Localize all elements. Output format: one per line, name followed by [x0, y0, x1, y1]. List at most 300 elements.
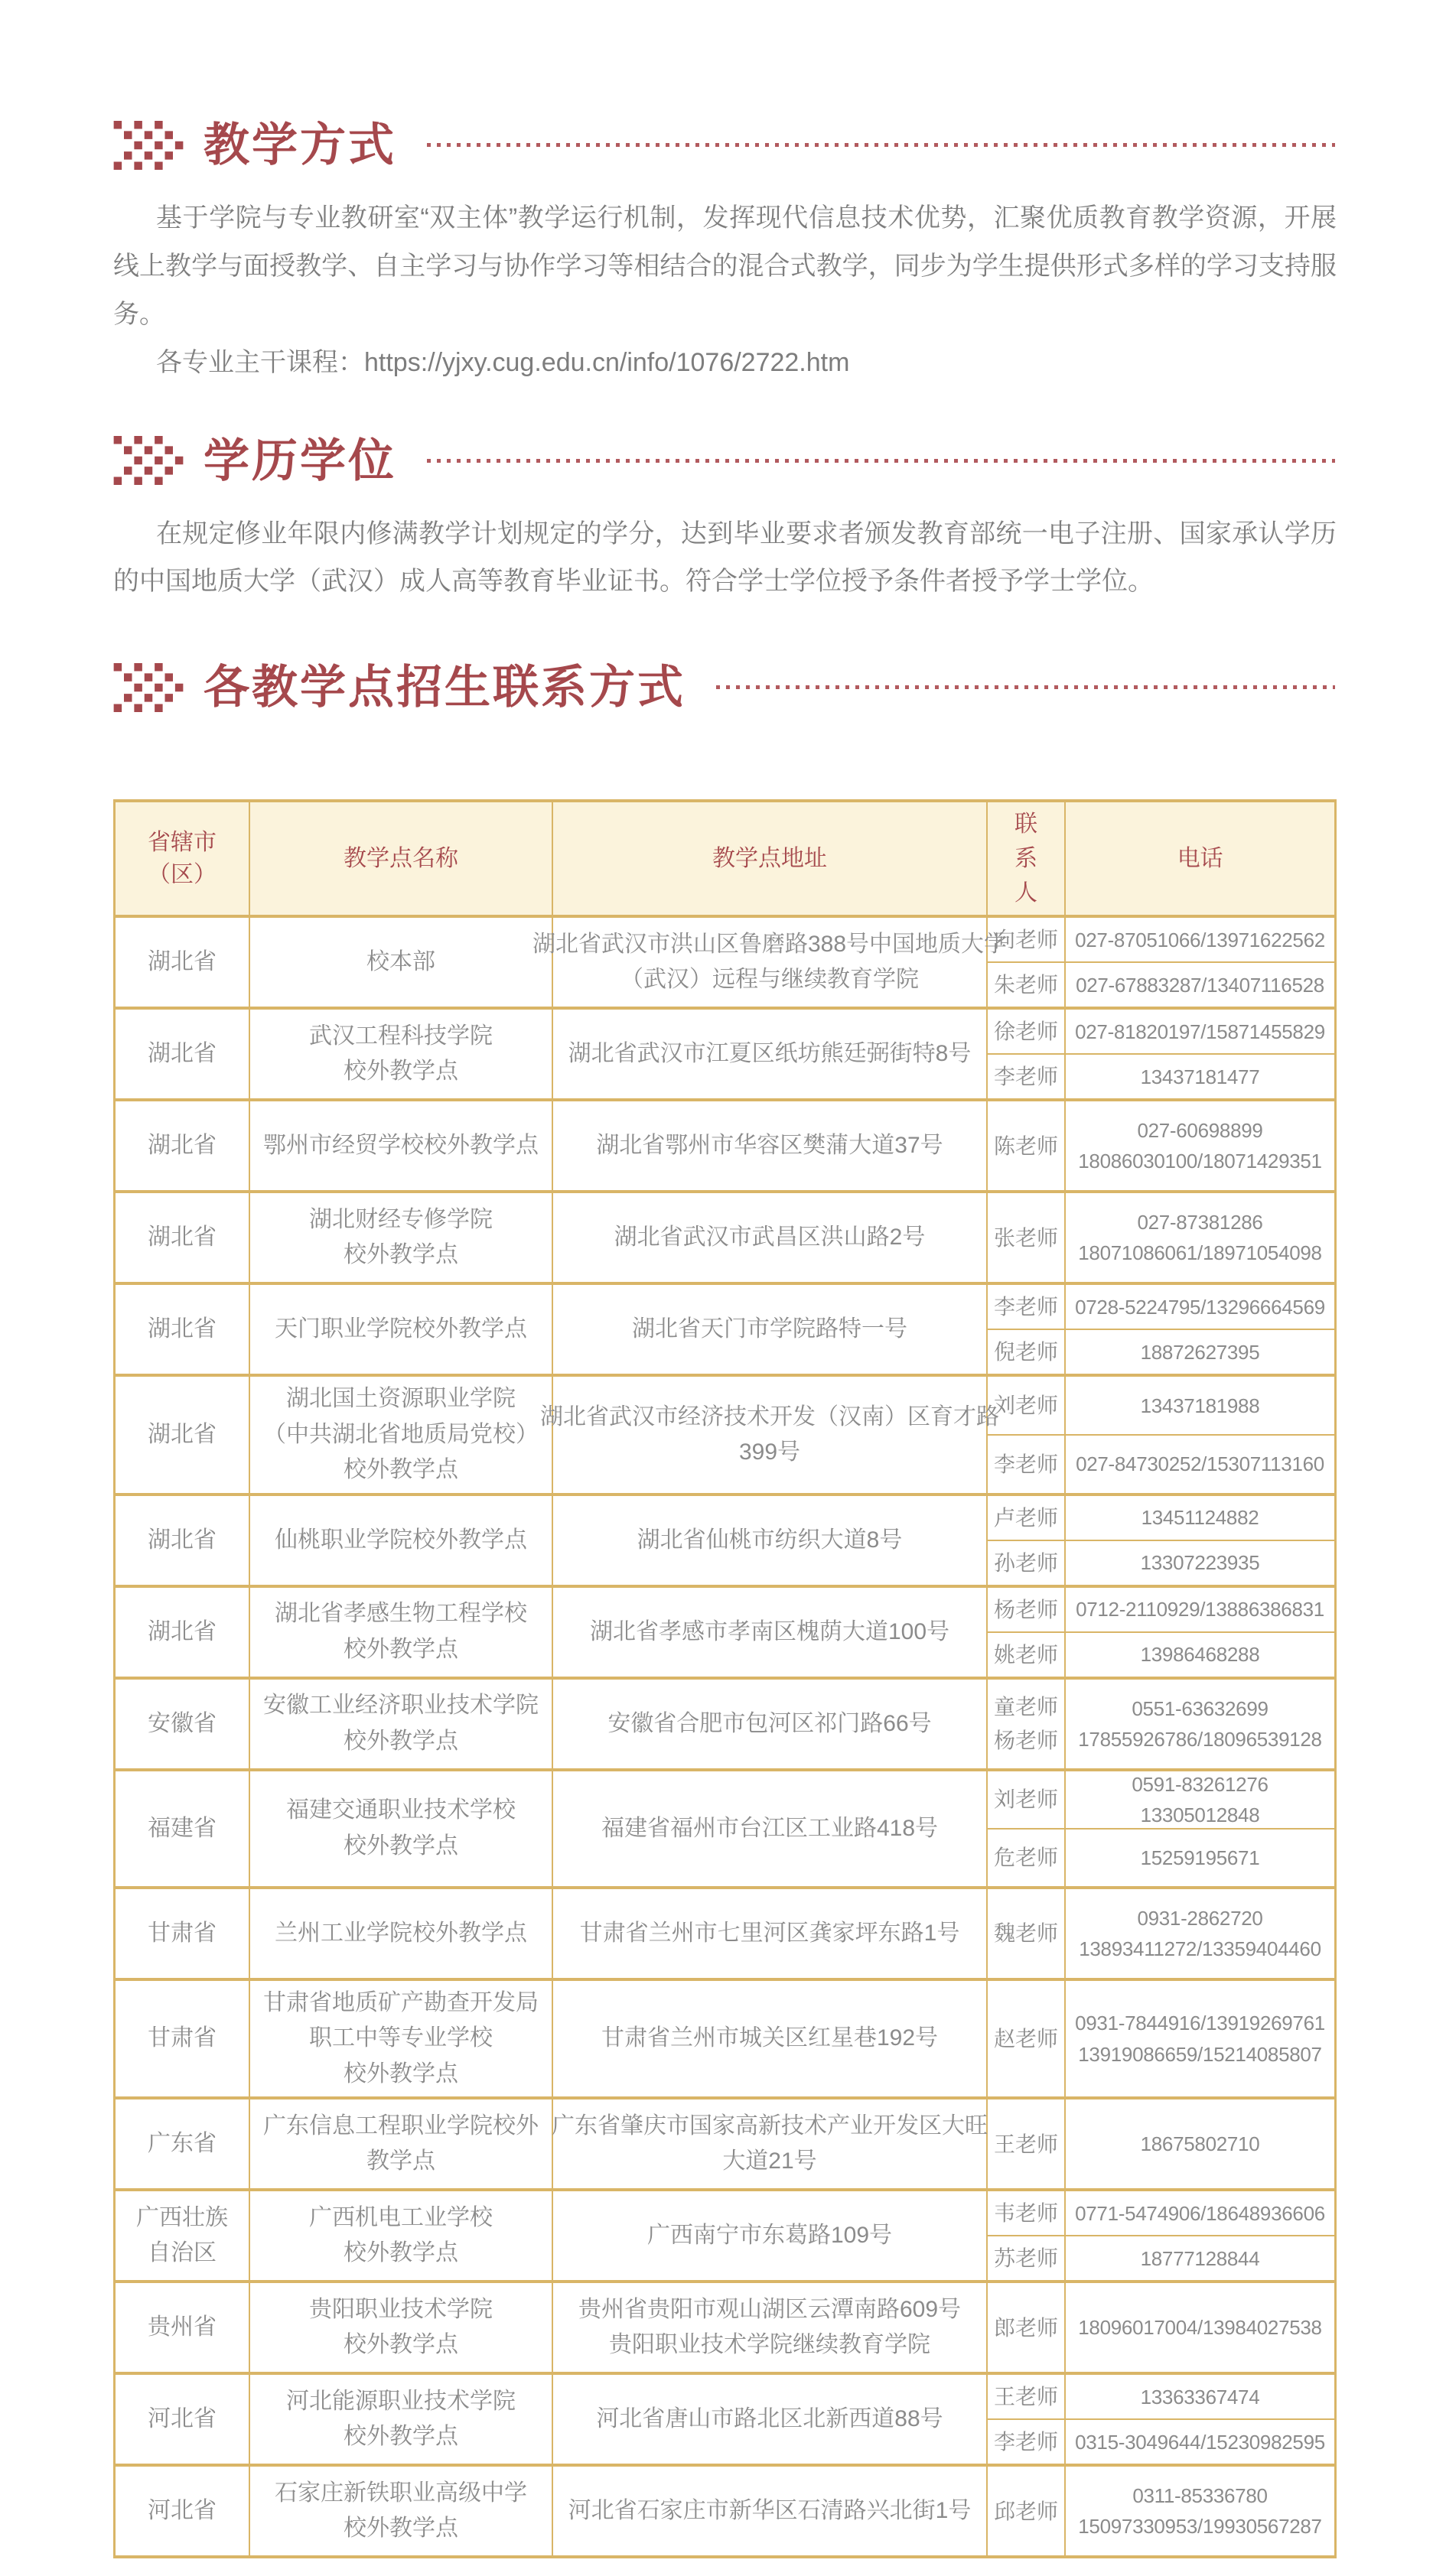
- name-line: 贵阳职业技术学院: [309, 2296, 493, 2322]
- teaching-point-name-cell: [250, 1193, 553, 1282]
- contact-col: [988, 2283, 1334, 2372]
- phone-cell: [1066, 2236, 1334, 2280]
- table-row: [116, 1493, 1334, 1585]
- section-title: 教学方式: [204, 119, 396, 171]
- contact-person: 童老师: [993, 1695, 1058, 1719]
- courses-label: 各专业主干课程：: [156, 347, 364, 377]
- province-cell: [116, 1889, 250, 1978]
- contact-block: [988, 1434, 1334, 1493]
- contact-person: 倪老师: [993, 1340, 1058, 1364]
- teaching-point-name-cell: [250, 2283, 553, 2372]
- phone-line: 027-67883287/13407116528: [1076, 973, 1324, 997]
- phone-line: 13451124882: [1141, 1506, 1259, 1530]
- contact-person-cell: [988, 1541, 1066, 1585]
- teaching-point-name-cell: [250, 918, 553, 1007]
- contact-person: 李老师: [993, 1452, 1058, 1476]
- province-cell: [116, 1771, 250, 1886]
- table-row: [116, 2280, 1334, 2372]
- contact-person: 苏老师: [993, 2246, 1058, 2271]
- phone-line: 0712-2110929/13886386831: [1076, 1598, 1324, 1621]
- phone-cell: [1066, 1436, 1334, 1493]
- province-cell: [116, 1496, 250, 1585]
- contact-block: [988, 1329, 1334, 1374]
- phone-line: 13986468288: [1140, 1643, 1260, 1667]
- table-header-row: [116, 802, 1334, 915]
- address-cell: [553, 2191, 988, 2280]
- table-row: [116, 1374, 1334, 1493]
- contact-person: 赵老师: [993, 2026, 1058, 2051]
- province-line: 甘肃省: [148, 2025, 217, 2051]
- phone-line: 0311-85336780: [1132, 2484, 1268, 2508]
- contact-person: 刘老师: [993, 1787, 1058, 1812]
- teaching-point-name-cell: [250, 1889, 553, 1978]
- contact-col: [988, 1981, 1334, 2097]
- province-line: 贵州省: [148, 2314, 217, 2340]
- phone-cell: [1066, 1541, 1334, 1585]
- table-row: [116, 1677, 1334, 1768]
- contact-block: [988, 1828, 1334, 1886]
- phone-line: 0931-2862720: [1137, 1906, 1263, 1930]
- table-row: [116, 2096, 1334, 2188]
- contact-col: [988, 1680, 1334, 1768]
- contact-col: [988, 1588, 1334, 1677]
- contact-block: [988, 1285, 1334, 1329]
- teaching-point-name-cell: [250, 2191, 553, 2280]
- contact-block: [988, 1496, 1334, 1540]
- province-line: 甘肃省: [148, 1920, 217, 1946]
- name-line: 校外教学点: [344, 1059, 458, 1085]
- province-cell: [116, 1680, 250, 1768]
- province-cell: [116, 1981, 250, 2097]
- header-line: 电话: [1177, 845, 1223, 871]
- contact-person: 邱老师: [993, 2499, 1058, 2523]
- contact-block: [988, 2283, 1334, 2372]
- address-line: 广西南宁市东葛路109号: [646, 2223, 893, 2249]
- header-line: （区）: [148, 861, 217, 887]
- province-line: 湖北省: [148, 1316, 217, 1342]
- contact-block: [988, 961, 1334, 1007]
- name-line: 校外教学点: [344, 2060, 458, 2086]
- table-row: [116, 2188, 1334, 2280]
- phone-cell: [1066, 1588, 1334, 1631]
- phone-line: 17855926786/18096539128: [1078, 1727, 1322, 1751]
- phone-line: 13305012848: [1140, 1803, 1260, 1826]
- triple-chevron-icon: [113, 663, 184, 712]
- contact-col: [988, 1101, 1334, 1190]
- section-title: 学历学位: [204, 434, 396, 486]
- phone-line: 18096017004/13984027538: [1078, 2316, 1322, 2340]
- phone-line: 18071086061/18971054098: [1078, 1241, 1322, 1265]
- phone-cell: [1066, 1680, 1334, 1768]
- phone-line: 13893411272/13359404460: [1079, 1937, 1321, 1960]
- name-line: 天门职业学院校外教学点: [275, 1316, 527, 1342]
- address-line: 湖北省武汉市武昌区洪山路2号: [614, 1225, 926, 1251]
- province-line: 湖北省: [148, 1225, 217, 1251]
- phone-line: 18675802710: [1140, 2132, 1260, 2156]
- teaching-point-name-cell: [250, 1496, 553, 1585]
- contact-person: 郎老师: [993, 2315, 1058, 2340]
- phone-cell: [1066, 1055, 1334, 1098]
- name-line: 兰州工业学院校外教学点: [275, 1920, 527, 1946]
- address-line: 广东省肇庆市国家高新技术产业开发区大旺: [552, 2113, 988, 2139]
- phone-cell: [1066, 1285, 1334, 1329]
- contact-person-cell: [988, 2191, 1066, 2235]
- phone-cell: [1066, 1771, 1334, 1828]
- contact-person: 陈老师: [993, 1134, 1058, 1158]
- contact-person-cell: [988, 2420, 1066, 2464]
- contact-person: 杨老师: [993, 1597, 1058, 1621]
- section-contacts: [113, 661, 1337, 2558]
- dotted-divider: [716, 685, 1335, 689]
- contact-person-cell: [988, 2467, 1066, 2555]
- contact-col: [988, 2100, 1334, 2188]
- phone-line: 13363367474: [1140, 2385, 1260, 2408]
- phone-cell: [1066, 2283, 1334, 2372]
- header-name-cell: [250, 802, 553, 915]
- contact-person: 张老师: [993, 1225, 1058, 1250]
- section-body: 在规定修业年限内修满教学计划规定的学分，达到毕业要求者颁发教育部统一电子注册、国家承认学历的中国地质大学（武汉）成人高等教育毕业证书。符合学士学位授予条件者授予学士学位。: [113, 519, 1337, 597]
- contact-col: [988, 1496, 1334, 1585]
- address-cell: [553, 1010, 988, 1098]
- header-province-cell: [116, 802, 250, 915]
- contact-person: 徐老师: [993, 1020, 1058, 1044]
- province-line: 广西壮族: [136, 2204, 228, 2230]
- contact-block: [988, 1889, 1334, 1978]
- contact-person: 孙老师: [993, 1550, 1058, 1575]
- phone-cell: [1066, 1496, 1334, 1540]
- name-line: 鄂州市经贸学校校外教学点: [263, 1133, 539, 1159]
- address-line: 甘肃省兰州市七里河区龚家坪东路1号: [579, 1920, 960, 1946]
- teaching-point-name-cell: [250, 1771, 553, 1886]
- contact-col: [988, 1889, 1334, 1978]
- phone-line: 0591-83261276: [1132, 1772, 1269, 1796]
- province-line: 福建省: [148, 1815, 217, 1841]
- phone-cell: [1066, 963, 1334, 1007]
- contact-col: [988, 2375, 1334, 2464]
- phone-cell: [1066, 1889, 1334, 1978]
- contact-person: 韦老师: [993, 2201, 1058, 2226]
- address-cell: [553, 1771, 988, 1886]
- address-line: 安徽省合肥市包河区祁门路66号: [607, 1710, 932, 1736]
- contact-person-cell: [988, 1981, 1066, 2097]
- table-row: [116, 1190, 1334, 1282]
- phone-line: 027-87051066/13971622562: [1075, 928, 1325, 951]
- name-line: 校外教学点: [344, 1728, 458, 1754]
- contact-person-cell: [988, 963, 1066, 1007]
- name-line: 校外教学点: [344, 1457, 458, 1483]
- province-cell: [116, 1010, 250, 1098]
- province-line: 安徽省: [148, 1710, 217, 1736]
- name-line: 教学点: [366, 2148, 435, 2174]
- contact-block: [988, 2191, 1334, 2235]
- name-line: 校外教学点: [344, 2424, 458, 2450]
- contact-block: [988, 2375, 1334, 2418]
- province-cell: [116, 2191, 250, 2280]
- phone-line: 0728-5224795/13296664569: [1075, 1295, 1325, 1319]
- phone-line: 13919086659/15214085807: [1078, 2042, 1322, 2066]
- name-line: （中共湖北省地质局党校）: [263, 1421, 539, 1447]
- phone-line: 0771-5474906/18648936606: [1075, 2201, 1325, 2225]
- phone-line: 15097330953/19930567287: [1078, 2515, 1322, 2539]
- header-line: 省辖市: [148, 829, 217, 855]
- teaching-point-name-cell: [250, 1010, 553, 1098]
- name-line: 仙桃职业学院校外教学点: [275, 1527, 527, 1553]
- header-phone-cell: [1066, 802, 1334, 915]
- contact-block: [988, 1981, 1334, 2097]
- phone-cell: [1066, 2467, 1334, 2555]
- phone-cell: [1066, 2420, 1334, 2464]
- phone-line: 15259195671: [1140, 1846, 1260, 1869]
- phone-line: 027-87381286: [1137, 1211, 1263, 1234]
- name-line: 湖北国土资源职业学院: [286, 1386, 516, 1412]
- phone-cell: [1066, 1830, 1334, 1886]
- province-cell: [116, 1588, 250, 1677]
- contact-block: [988, 2418, 1334, 2464]
- phone-cell: [1066, 918, 1334, 961]
- name-line: 福建交通职业技术学校: [286, 1797, 516, 1823]
- table-row: [116, 1007, 1334, 1098]
- teaching-point-name-cell: [250, 1588, 553, 1677]
- contact-person: 向老师: [993, 928, 1058, 952]
- address-cell: [553, 1193, 988, 1282]
- phone-cell: [1066, 1377, 1334, 1434]
- contact-person-cell: [988, 1588, 1066, 1631]
- address-line: 湖北省孝感市孝南区槐荫大道100号: [589, 1618, 950, 1644]
- name-line: 校本部: [366, 949, 435, 975]
- phone-cell: [1066, 1633, 1334, 1677]
- address-cell: [553, 1981, 988, 2097]
- contact-block: [988, 1680, 1334, 1768]
- triple-chevron-icon: [113, 436, 184, 485]
- header-contact-row: [988, 802, 1334, 915]
- phone-line: 027-84730252/15307113160: [1076, 1452, 1324, 1476]
- courses-url: https://yjxy.cug.edu.cn/info/1076/2722.htm: [364, 347, 850, 377]
- contact-block: [988, 1631, 1334, 1677]
- address-line: 福建省福州市台江区工业路418号: [601, 1815, 939, 1841]
- contact-block: [988, 1588, 1334, 1631]
- address-cell: [553, 1496, 988, 1585]
- table-row: [116, 2372, 1334, 2464]
- address-line: 湖北省鄂州市华容区樊蒲大道37号: [596, 1133, 943, 1159]
- name-line: 武汉工程科技学院: [309, 1023, 493, 1049]
- province-line: 湖北省: [148, 1133, 217, 1159]
- table-row: [116, 915, 1334, 1007]
- name-line: 校外教学点: [344, 1833, 458, 1859]
- table-row: [116, 2464, 1334, 2555]
- table-row: [116, 1768, 1334, 1886]
- address-cell: [553, 1285, 988, 1374]
- name-line: 河北能源职业技术学院: [286, 2388, 516, 2414]
- name-line: 职工中等专业学校: [309, 2025, 493, 2051]
- province-line: 自治区: [148, 2240, 217, 2266]
- teaching-point-name-cell: [250, 1680, 553, 1768]
- section-heading: [113, 434, 1337, 487]
- contact-col: [988, 1193, 1334, 1282]
- address-cell: [553, 1588, 988, 1677]
- address-line: 贵阳职业技术学院继续教育学院: [609, 2332, 930, 2358]
- province-cell: [116, 918, 250, 1007]
- contact-person-cell: [988, 1830, 1066, 1886]
- address-line: 河北省唐山市路北区北新西道88号: [596, 2406, 943, 2432]
- table-row: [116, 1978, 1334, 2097]
- contact-person-cell: [988, 1377, 1066, 1434]
- province-cell: [116, 1377, 250, 1493]
- contacts-table: [113, 799, 1337, 2558]
- contact-block: [988, 1377, 1334, 1434]
- section-heading: [113, 661, 1337, 714]
- name-line: 校外教学点: [344, 1636, 458, 1662]
- contact-col: [988, 918, 1334, 1007]
- address-line: （武汉）远程与继续教育学院: [620, 967, 919, 993]
- phone-cell: [1066, 2100, 1334, 2188]
- address-line: 湖北省武汉市江夏区纸坊熊廷弼街特8号: [568, 1041, 972, 1067]
- contact-block: [988, 1053, 1334, 1098]
- phone-cell: [1066, 1010, 1334, 1053]
- name-line: 广西机电工业学校: [309, 2204, 493, 2230]
- address-line: 甘肃省兰州市城关区红星巷192号: [601, 2025, 939, 2051]
- province-line: 湖北省: [148, 1041, 217, 1067]
- province-line: 湖北省: [148, 949, 217, 975]
- teaching-point-name-cell: [250, 1981, 553, 2097]
- name-line: 石家庄新铁职业高级中学: [275, 2480, 527, 2506]
- contact-person: 魏老师: [993, 1921, 1058, 1946]
- contact-block: [988, 1193, 1334, 1282]
- teaching-point-name-cell: [250, 2100, 553, 2188]
- header-address-cell: [553, 802, 988, 915]
- province-line: 广东省: [148, 2131, 217, 2157]
- teaching-point-name-cell: [250, 2467, 553, 2555]
- section-heading: [113, 119, 1337, 171]
- province-cell: [116, 1193, 250, 1282]
- table-row: [116, 1282, 1334, 1374]
- province-cell: [116, 1285, 250, 1374]
- teaching-point-name-cell: [250, 2375, 553, 2464]
- address-cell: [553, 1680, 988, 1768]
- table-row: [116, 1585, 1334, 1677]
- name-line: 安徽工业经济职业技术学院: [263, 1693, 539, 1719]
- teaching-point-name-cell: [250, 1101, 553, 1190]
- name-line: 校外教学点: [344, 2332, 458, 2358]
- address-cell: [553, 1101, 988, 1190]
- contact-person-cell: [988, 1330, 1066, 1374]
- address-cell: [532, 918, 1008, 1007]
- contact-person-cell: [988, 1496, 1066, 1540]
- phone-line: 0551-63632699: [1132, 1696, 1269, 1720]
- contact-block: [988, 1010, 1334, 1053]
- contact-col: [988, 2191, 1334, 2280]
- address-line: 湖北省天门市学院路特一号: [632, 1316, 907, 1342]
- contact-person: 刘老师: [993, 1394, 1058, 1418]
- province-line: 河北省: [148, 2498, 217, 2524]
- contact-person: 王老师: [993, 2385, 1058, 2409]
- contact-person-cell: [988, 1771, 1066, 1828]
- province-line: 湖北省: [148, 1527, 217, 1553]
- contact-person-cell: [988, 1193, 1066, 1282]
- address-line: 399号: [738, 1439, 801, 1465]
- section-degree: [113, 434, 1337, 607]
- contact-person-cell: [988, 2375, 1066, 2418]
- province-cell: [116, 2283, 250, 2372]
- contact-person-cell: [988, 1633, 1066, 1677]
- province-cell: [116, 2467, 250, 2555]
- teaching-point-name-cell: [250, 1377, 553, 1493]
- phone-cell: [1066, 1193, 1334, 1282]
- address-cell: [553, 2100, 988, 2188]
- phone-line: 18086030100/18071429351: [1078, 1150, 1322, 1173]
- contact-block: [988, 918, 1334, 961]
- province-cell: [116, 2100, 250, 2188]
- phone-line: 18872627395: [1140, 1340, 1260, 1364]
- contact-col: [988, 1285, 1334, 1374]
- address-cell: [540, 1377, 999, 1493]
- name-line: 湖北省孝感生物工程学校: [275, 1601, 527, 1627]
- section-body: 基于学院与专业教研室“双主体”教学运行机制，发挥现代信息技术优势，汇聚优质教育教学资源，开展线上教学与面授教学、自主学习与协作学习等相结合的混合式教学，同步为学生提供形式多样的学习支持服务。: [113, 203, 1337, 329]
- phone-cell: [1066, 2191, 1334, 2235]
- contact-person-cell: [988, 1285, 1066, 1329]
- phone-line: 18777128844: [1140, 2246, 1260, 2270]
- contact-person-cell: [988, 2100, 1066, 2188]
- address-line: 河北省石家庄市新华区石清路兴北街1号: [568, 2498, 972, 2524]
- triple-chevron-icon: [113, 121, 184, 170]
- phone-line: 027-81820197/15871455829: [1075, 1020, 1325, 1043]
- name-line: 湖北财经专修学院: [309, 1206, 493, 1232]
- contact-person-cell: [988, 1889, 1066, 1978]
- phone-cell: [1066, 1330, 1334, 1374]
- contact-person: 姚老师: [993, 1642, 1058, 1667]
- teaching-point-name-cell: [250, 1285, 553, 1374]
- table-row: [116, 1886, 1334, 1978]
- address-cell: [553, 2283, 988, 2372]
- name-line: 校外教学点: [344, 2516, 458, 2542]
- contact-person: 朱老师: [993, 973, 1058, 997]
- province-cell: [116, 2375, 250, 2464]
- contact-person: 危老师: [993, 1846, 1058, 1870]
- section-title: 各教学点招生联系方式: [204, 662, 686, 714]
- header-contact-col: [988, 802, 1334, 915]
- contact-person-cell: [988, 2236, 1066, 2280]
- address-cell: [553, 2467, 988, 2555]
- address-line: 湖北省仙桃市纺织大道8号: [637, 1527, 903, 1553]
- phone-cell: [1066, 2375, 1334, 2418]
- phone-line: 13307223935: [1140, 1551, 1260, 1575]
- address-line: 湖北省武汉市经济技术开发（汉南）区育才路: [540, 1403, 999, 1429]
- contact-person: 杨老师: [993, 1728, 1058, 1752]
- header-contact-cell: [988, 802, 1066, 915]
- contact-block: [988, 2467, 1334, 2555]
- contact-block: [988, 1101, 1334, 1190]
- address-line: 大道21号: [722, 2148, 817, 2174]
- phone-cell: [1066, 1981, 1334, 2097]
- contact-person-cell: [988, 2283, 1066, 2372]
- address-cell: [553, 1889, 988, 1978]
- province-line: 河北省: [148, 2406, 217, 2432]
- contact-col: [988, 2467, 1334, 2555]
- table-row: [116, 1098, 1334, 1190]
- phone-line: 0931-7844916/13919269761: [1075, 2012, 1325, 2035]
- section-teaching-method: [113, 119, 1337, 387]
- courses-line: [113, 339, 1337, 387]
- phone-line: 0315-3049644/15230982595: [1075, 2430, 1325, 2454]
- contact-col: [988, 1010, 1334, 1098]
- name-line: 广东信息工程职业学院校外: [263, 2113, 539, 2139]
- dotted-divider: [427, 143, 1335, 147]
- phone-cell: [1066, 1101, 1334, 1190]
- contact-person-cell: [988, 1101, 1066, 1190]
- contact-block: [988, 1540, 1334, 1585]
- contact-person-cell: [988, 1680, 1066, 1768]
- contact-block: [988, 2235, 1334, 2280]
- address-line: 贵州省贵阳市观山湖区云潭南路609号: [578, 2296, 962, 2322]
